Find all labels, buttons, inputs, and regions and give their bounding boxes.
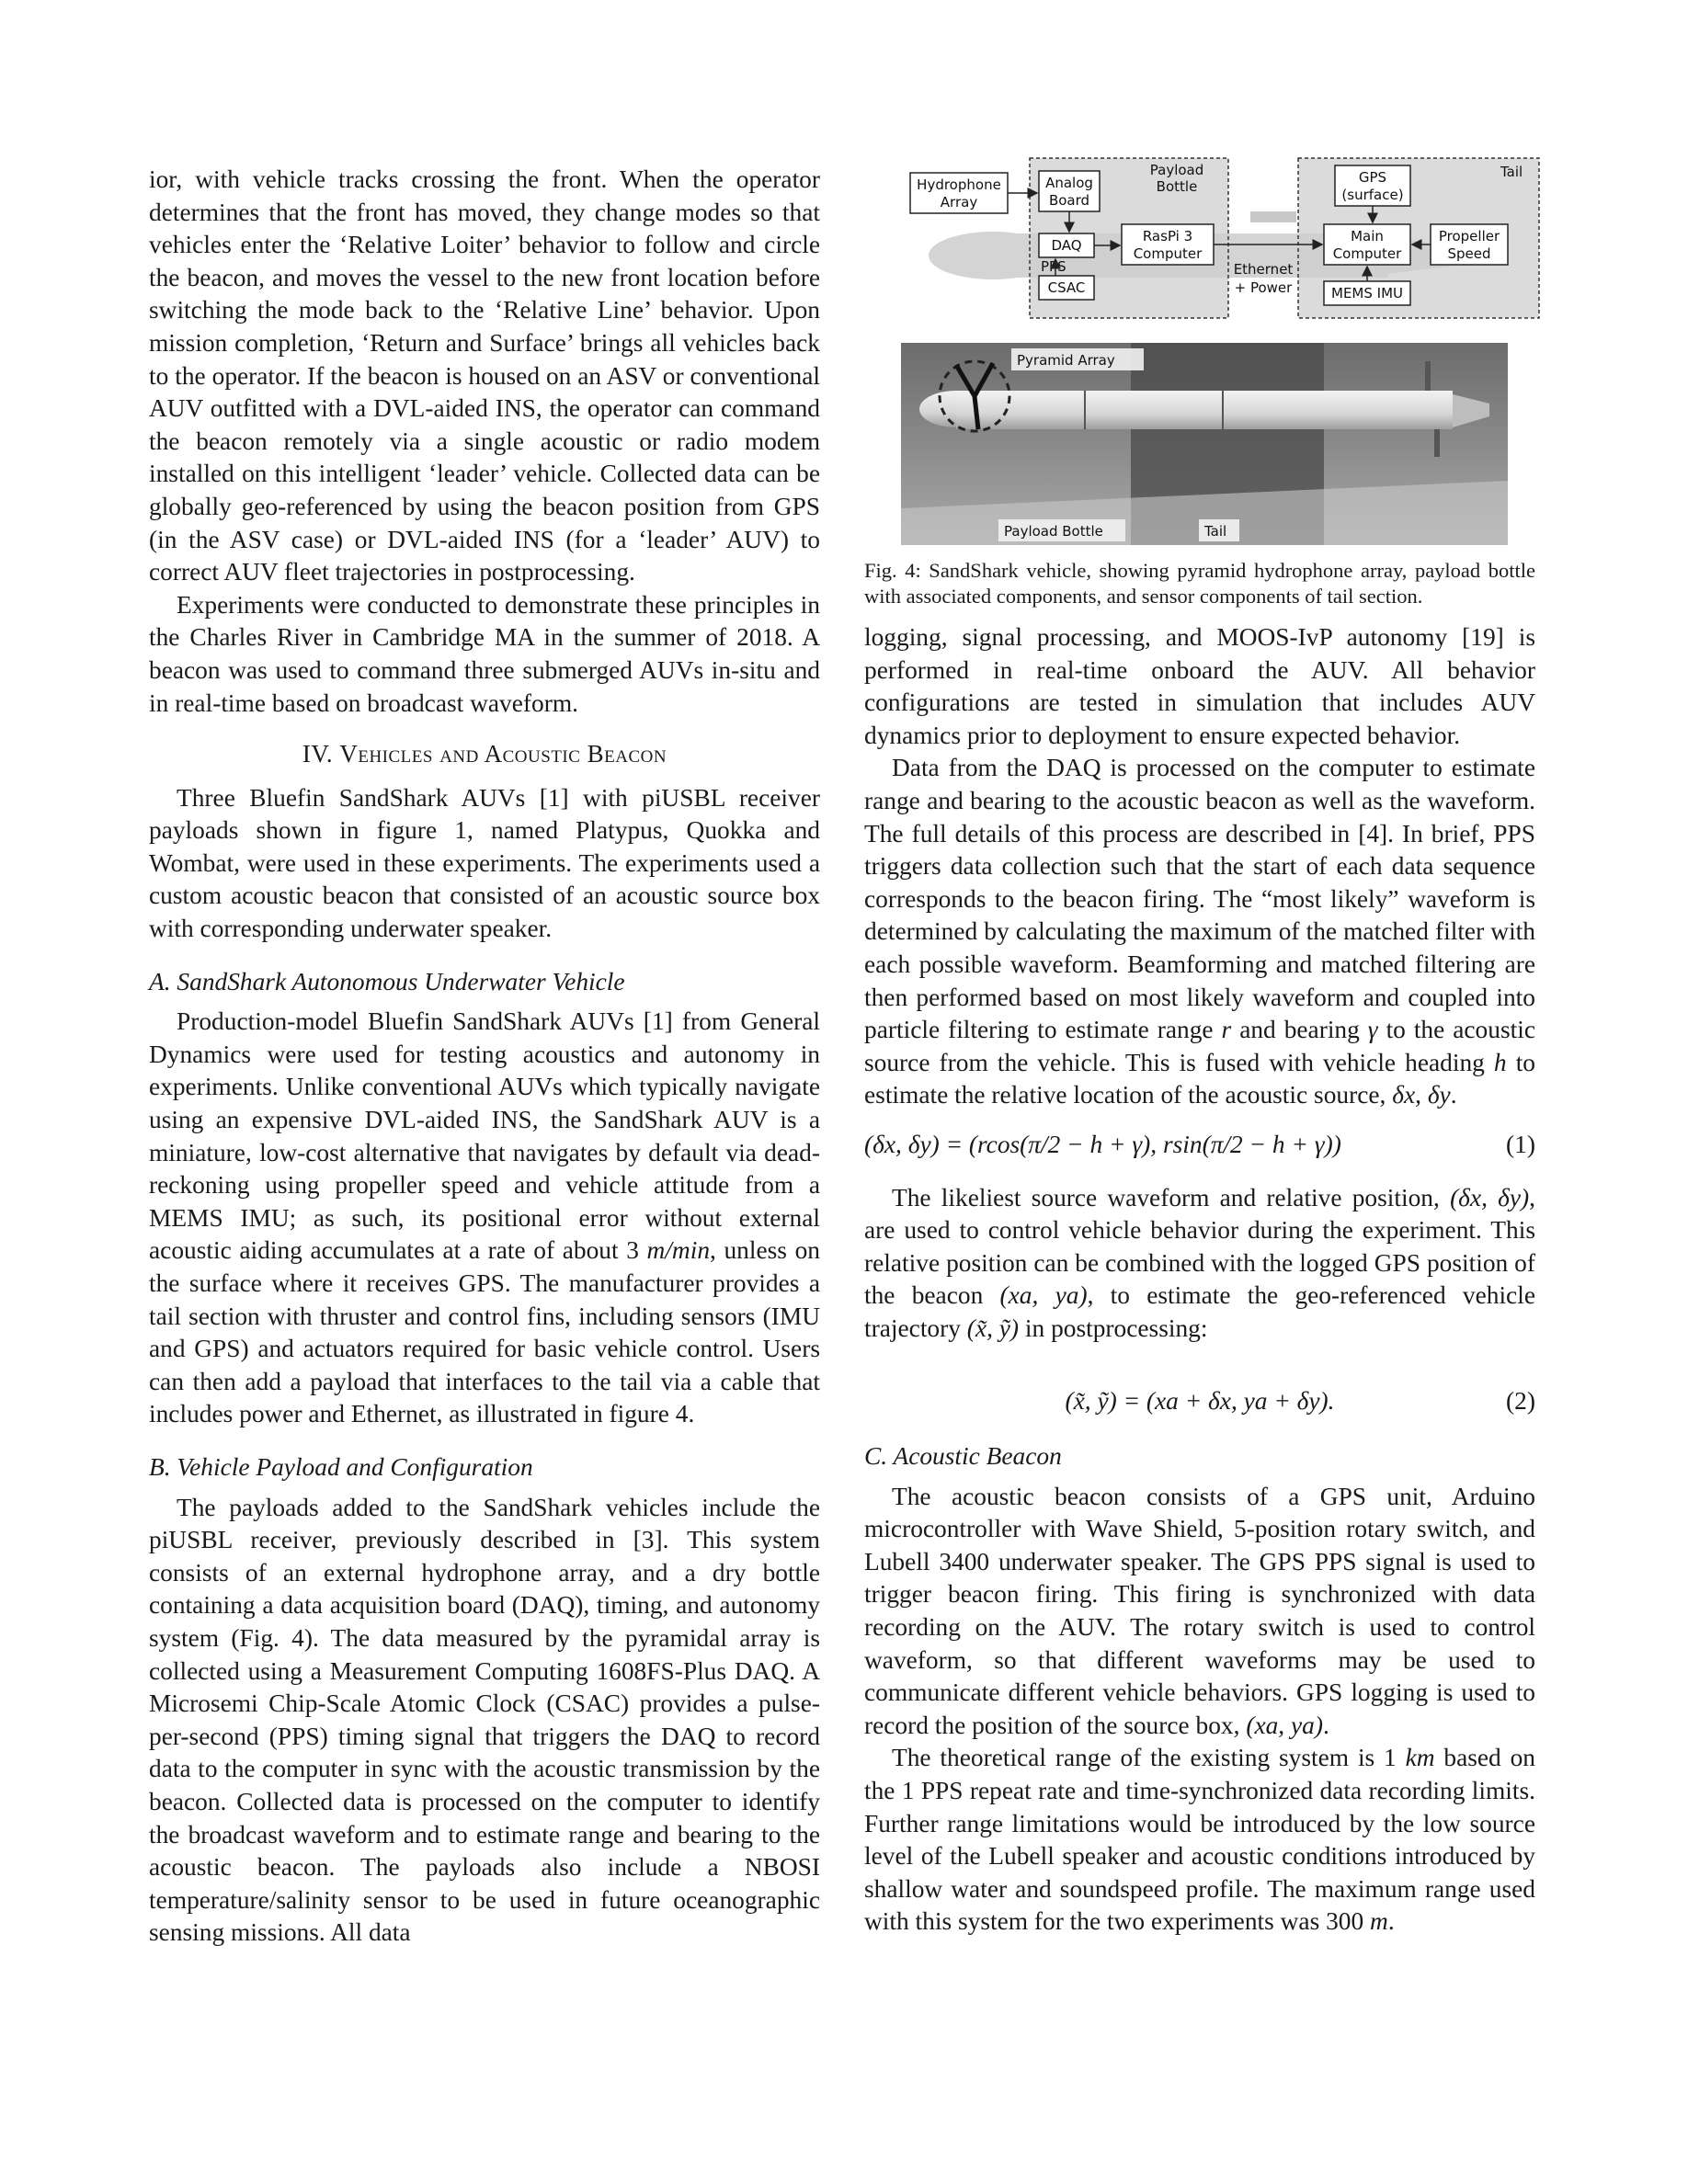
subsection-heading: C. Acoustic Beacon [864,1442,1062,1471]
text-run: , unless on the surface where it receives GPS. The manufacturer provides a tail section with thruster and control fins, including sensors (IMU and GPS) and actuators required for basic vehicle control. Users can then add a payload that interfaces to the tail via a cable that includes power and Ethernet, as illustrated in figure 4. [149,1236,820,1428]
ethernet-label-1: Ethernet [1233,261,1294,278]
text-run: The acoustic beacon consists of a GPS unit, Arduino microcontroller with Wave Shield, 5-position rotary switch, and Lubell 3400 underwater speaker. The GPS PPS signal is used to trigger beacon firing. This firing is synchronized with data recording on the AUV. The rotary switch is used to control waveform, so that different waveforms may be used to communicate different vehicle behaviors. GPS logging is used to record the position of the source box, [864,1482,1535,1739]
equation-1 [864,1129,1535,1162]
text-run: and bearing [1239,1016,1360,1044]
propeller-speed-label-2: Speed [1447,245,1491,262]
analog-board-label-2: Board [1048,192,1090,209]
text-run: The theoretical range of the existing system is 1 [892,1744,1397,1772]
text-run: in postprocessing: [1024,1314,1208,1342]
paragraph: The acoustic beacon consists of a GPS unit, Arduino microcontroller with Wave Shield, 5-position rotary switch, and Lubell 3400 underwater speaker. The GPS PPS signal is used to trigger beacon firing. This firing is synchronized with data recording on the AUV. The rotary switch is used to control waveform, so that different waveforms may be used to communicate different vehicle behaviors. GPS logging is used to record the position of the source box, (xa, ya). [864,1482,1535,1739]
paragraph [149,1006,820,1431]
math-var: (x̃, ỹ) [966,1314,1020,1342]
text-run: based on the 1 PPS repeat rate and time-synchronized data recording limits. Further range limitations would be introduced by the low source level of the Lubell speaker and acoustic conditions introduced by shallow water and soundspeed profile. The maximum range used with this system for the two experiments was 300 [864,1744,1535,1936]
payload-bottle-title-1: Payload [1149,162,1204,178]
equation-body: (δx, δy) = (rcos(π/2 − h + γ), rsin(π/2 − h + γ)) [864,1130,1341,1158]
text-run: to estimate the relative location of the acoustic source, [864,1048,1535,1109]
equation-number: (1) [1506,1130,1535,1158]
system-block-diagram [901,154,1545,329]
subsection-heading: B. Vehicle Payload and Configuration [149,1452,533,1481]
paragraph: logging, signal processing, and MOOS-IvP autonomy [19] is performed in real-time onboard the AUV. All behavior configurations are tested in simulation that includes AUV dynamics prior to deployment to ensure expected behavior. [864,623,1535,749]
section-title: Vehicles and Acoustic Beacon [339,740,667,768]
section-number: IV. [302,740,334,768]
text-run: Production-model Bluefin SandShark AUVs [1] from General Dynamics were used for testing acoustics and autonomy in experiments. Unlike conventional AUVs which typically navigate using an expensive DVL-aided INS, the SandShark AUV is a miniature, low-cost alternative that navigates by default via dead-reckoning using propeller speed and vehicle attitude from a MEMS IMU; as such, its positional error without external acoustic aiding accumulates at a rate of about 3 [149,1007,820,1265]
left-column [149,164,820,1950]
payload-bottle-title-2: Bottle [1156,178,1198,195]
text-run: to the acoustic source from the vehicle. This is fused with vehicle heading [864,1016,1535,1076]
hydrophone-array-label-2: Array [940,194,978,210]
propeller-speed-label-1: Propeller [1438,228,1500,245]
hydrophone-array-label-1: Hydrophone [917,176,1001,193]
math-var: h [1493,1048,1507,1076]
paragraph: Three Bluefin SandShark AUVs [1] with piUSBL receiver payloads shown in figure 1, named Platypus, Quokka and Wombat, were used in these experiments. The experiments used a custom acoustic beacon that consisted of an acoustic source box with corresponding underwater speaker. [149,783,820,943]
analog-board-label-1: Analog [1045,175,1093,191]
photo-label-pyramid-array: Pyramid Array [1017,352,1115,369]
tail-title: Tail [1500,164,1523,180]
photo-label-payload-bottle: Payload Bottle [1004,523,1103,540]
paragraph [864,1182,1535,1346]
equation-number: (2) [1506,1387,1535,1416]
daq-label: DAQ [1051,237,1082,254]
paragraph: Data from the DAQ is processed on the computer to estimate range and bearing to the acoustic beacon as well as the waveform. The full details of this process are described in [4]. In brief, PPS triggers data collection such that the start of each data sequence corresponds to the beacon firing. The “most likely” waveform is determined by calculating the maximum of the matched filter with each possible waveform. Beamforming and matched filtering are then performed based on most likely waveform and coupled into particle filtering to estimate range r and bearing γ to the acoustic source from the vehicle. This is fused with vehicle heading h to estimate the relative location of the acoustic source, δx, δy. [864,754,1535,1109]
paragraph: ior, with vehicle tracks crossing the front. When the operator determines that the front has moved, they change modes so that vehicles enter the ‘Relative Loiter’ behavior to follow and circle the beacon, and moves the vessel to the new front location before switching the mode back to the ‘Relative Line’ behavior. Upon mission completion, ‘Return and Surface’ brings all vehicles back to the operator. If the beacon is housed on an ASV or conventional AUV outfitted with a DVL-aided INS, the operator can command the beacon remotely via a single acoustic or radio modem installed on this intelligent ‘leader’ vehicle. Collected data can be globally geo-referenced by using the beacon position from GPS (in the ASV case) or DVL-aided INS (for a ‘leader’ AUV) to correct AUV fleet trajectories in postprocessing. [149,165,820,586]
math-var: r [1221,1016,1232,1044]
equation-body: (x̃, ỹ) = (xa + δx, ya + δy). [1065,1387,1335,1416]
paragraph: The payloads added to the SandShark vehicles include the piUSBL receiver, previously described in [3]. This system consists of an external hydrophone array, and a dry bottle containing a data acquisition board (DAQ), timing, and autonomy system (Fig. 4). The data measured by the pyramidal array is collected using a Measurement Computing 1608FS-Plus DAQ. A Microsemi Chip-Scale Atomic Clock (CSAC) provides a pulse-per-second (PPS) timing signal that triggers the DAQ to record data to the computer in sync with the acoustic transmission by the beacon. Collected data is processed on the computer to identify the broadcast waveform and to estimate range and bearing to the acoustic beacon. The payloads also include a NBOSI temperature/salinity sensor to be used in future oceanographic sensing missions. All data [149,1493,820,1947]
gps-label-2: (surface) [1341,187,1404,203]
main-computer-label-2: Computer [1332,245,1402,262]
main-computer-label-1: Main [1351,228,1384,245]
raspi-label-1: RasPi 3 [1142,228,1193,245]
paragraph: Experiments were conducted to demonstrate these principles in the Charles River in Cambridge MA in the summer of 2018. A beacon was used to command three submerged AUVs in-situ and in real-time based on broadcast waveform. [149,590,820,717]
math-unit: m/min [646,1236,711,1265]
math-var: γ [1367,1016,1378,1044]
figure-caption: Fig. 4: SandShark vehicle, showing pyramid hydrophone array, payload bottle with associated components, and sensor components of tail section. [864,559,1535,608]
subsection-heading: A. SandShark Autonomous Underwater Vehicle [149,967,625,995]
math-var: (xa, ya) [1246,1711,1323,1739]
photo-label-tail: Tail [1204,523,1227,540]
pps-label: PPS [1041,258,1066,275]
math-unit: km [1405,1744,1435,1772]
text-run: , to estimate the geo-referenced vehicle trajectory [864,1281,1535,1342]
ethernet-label-2: + Power [1234,279,1293,296]
right-column [864,621,1535,1939]
math-var: (δx, δy) [1450,1183,1530,1211]
section-heading [149,738,820,771]
math-var: (xa, ya) [999,1281,1088,1310]
gps-label-1: GPS [1358,169,1387,186]
equation-2 [864,1385,1535,1418]
text-run: Data from the DAQ is processed on the computer to estimate range and bearing to the acoustic beacon as well as the waveform. The full details of this process are described in [4]. In brief, PPS triggers data collection such that the start of each data sequence corresponds to the beacon firing. The “most likely” waveform is determined by calculating the maximum of the matched filter with each possible waveform. Beamforming and matched filtering are then performed based on most likely waveform and coupled into particle filtering to estimate range [864,754,1535,1044]
raspi-label-2: Computer [1133,245,1203,262]
text-run: The likeliest source waveform and relative position, [892,1183,1440,1211]
figure-4 [864,154,1535,609]
math-var: δx, δy [1392,1081,1451,1109]
paragraph: The theoretical range of the existing system is 1 km based on the 1 PPS repeat rate and time-synchronized data recording limits. Further range limitations would be introduced by the low source level of the Lubell speaker and acoustic conditions introduced by shallow water and soundspeed profile. The maximum range used with this system for the two experiments was 300 m. [864,1744,1535,1936]
mems-imu-label: MEMS IMU [1331,285,1403,301]
vehicle-photo [901,343,1508,545]
math-unit: m [1370,1907,1388,1936]
csac-label: CSAC [1047,279,1086,296]
text-run: , are used to control vehicle behavior during the experiment. This relative position can be combined with the logged GPS position of the beacon [864,1183,1535,1310]
